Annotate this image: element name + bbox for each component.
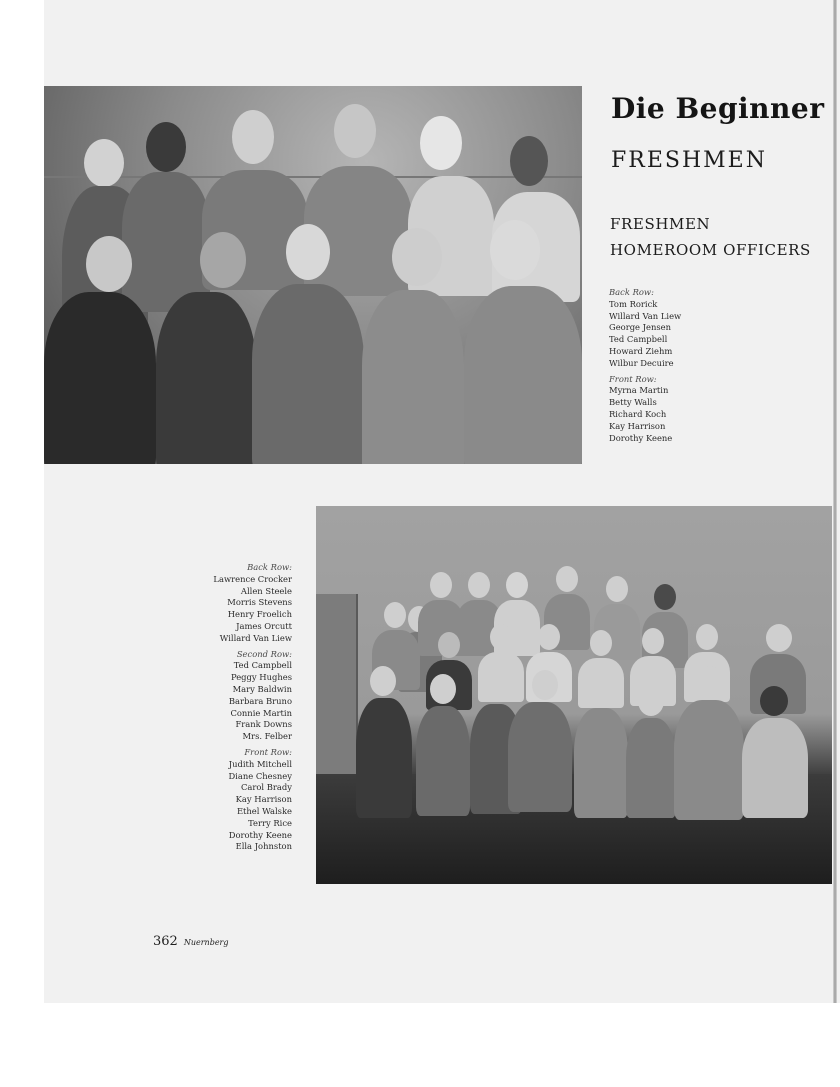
name: Dorothy Keene [228,829,292,840]
page-title: FRESHMEN [611,148,767,173]
name: Willard Van Liew [219,632,292,643]
row-label: Front Row: [609,373,657,384]
name: Mrs. Felber [242,731,292,742]
name: Betty Walls [609,397,657,408]
name: Tom Rorick [609,298,658,309]
row-label: Second Row: [236,648,292,659]
row-label: Back Row: [247,562,292,572]
name: Carol Brady [240,782,292,793]
section-title-line: HOMEROOM OFFICERS [610,241,811,259]
row-label: Front Row: [244,746,292,757]
name: Kay Harrison [235,794,292,805]
page-folio [153,934,229,949]
name: James Orcutt [236,620,292,631]
name: Ethel Walske [236,805,292,816]
name: Barbara Bruno [228,695,292,706]
name: Howard Ziehm [609,345,673,356]
name: Henry Froelich [227,609,292,620]
name: Ella Johnston [235,841,292,852]
name: Dorothy Keene [609,432,673,443]
name: Kay Harrison [609,420,666,431]
section-title-line: FRESHMEN [610,215,711,233]
door [316,594,358,784]
name: Allen Steele [240,585,292,596]
name: Mary Baldwin [232,683,292,694]
officers-caption [609,287,681,444]
name: Connie Martin [230,707,292,718]
name: Ted Campbell [609,334,668,345]
section-title [610,211,811,263]
name: Diane Chesney [228,770,292,781]
name: Judith Mitchell [228,758,292,769]
page-number: 362 [153,934,178,949]
name: Peggy Hughes [230,672,292,683]
name: Myrna Martin [609,385,669,396]
name: George Jensen [609,322,672,333]
page-edge [833,0,837,1003]
publication-title: Nuernberg [183,938,229,947]
row-label: Back Row: [609,287,654,297]
page-title-german: Die Beginner [611,92,825,125]
homeroom-caption [180,562,292,853]
name: Morris Stevens [227,597,292,608]
name: Terry Rice [248,817,292,828]
name: Wilbur Decuire [609,357,674,368]
name: Frank Downs [235,719,292,730]
name: Ted Campbell [233,660,292,671]
name: Willard Van Liew [609,310,682,321]
homeroom-photo [316,506,832,884]
officers-photo [44,86,582,464]
name: Lawrence Crocker [213,573,292,584]
name: Richard Koch [609,408,667,419]
